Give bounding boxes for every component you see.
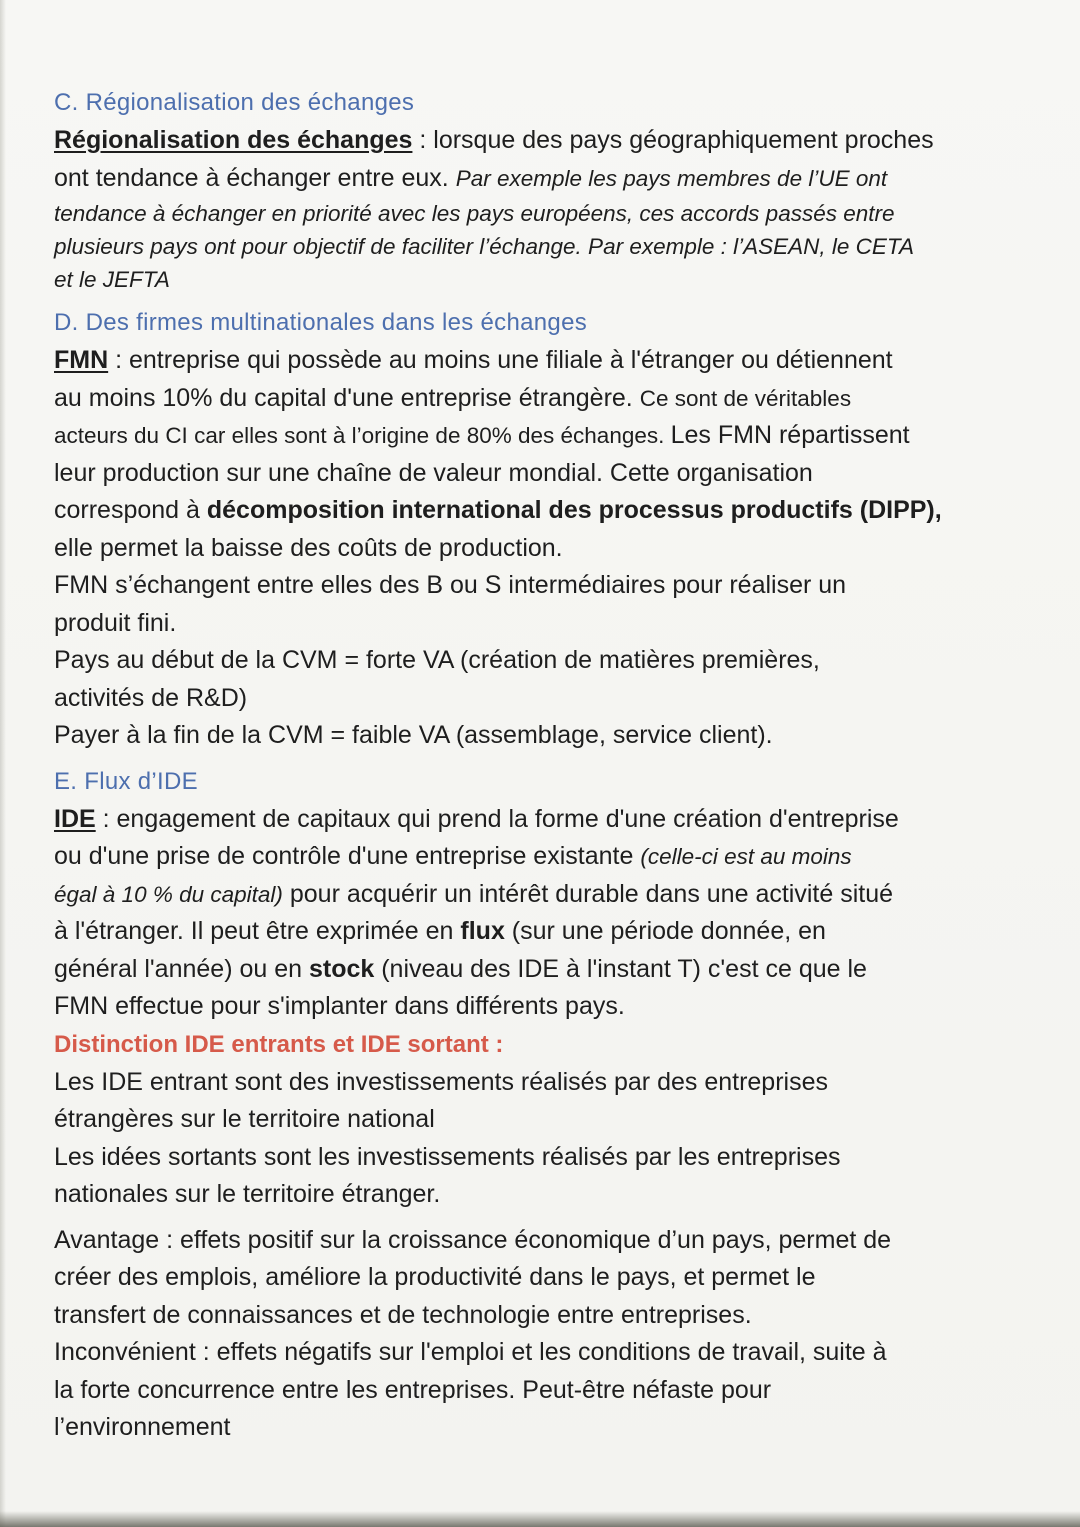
- section-d-text-e: correspond à: [54, 496, 207, 524]
- section-c-text: ont tendance à échanger entre eux.: [54, 163, 456, 192]
- section-e-line-4: [54, 913, 1014, 951]
- section-e-text-e: général l'année) ou en: [54, 954, 309, 983]
- section-e-line-1: [54, 801, 1014, 839]
- section-d-definition-start: : entreprise qui possède au moins une filiale à l'étranger ou détiennent: [108, 346, 893, 374]
- section-d-line-3: [54, 417, 1014, 455]
- section-c-line-5: et le JEFTA: [54, 267, 170, 292]
- section-e-term: IDE: [54, 804, 96, 833]
- section-e-line-3: [54, 876, 1014, 914]
- drawback-line-1: Inconvénient : effets négatifs sur l'emploi et les conditions de travail, suite à: [54, 1338, 887, 1366]
- section-d-line-6: elle permet la baisse des coûts de production.: [54, 533, 563, 562]
- section-d-line-8: produit fini.: [54, 608, 177, 637]
- section-c-example-start: Par exemple les pays membres de l’UE ont: [455, 165, 888, 191]
- section-c-line-1: [54, 122, 1014, 160]
- distinction-heading: Distinction IDE entrants et IDE sortant :: [54, 1030, 504, 1058]
- page-content: [54, 84, 1014, 1447]
- section-c-definition-start: : lorsque des pays géographiquement proches: [412, 126, 934, 154]
- section-e-line-6: FMN effectue pour s'implanter dans différents pays.: [54, 992, 625, 1020]
- section-d-text-a: au moins 10% du capital d'une entreprise étrangère.: [54, 383, 640, 412]
- page-left-edge: [0, 0, 6, 1527]
- section-d-text-d: Les FMN répartissent: [670, 421, 910, 449]
- section-e-definition-start: : engagement de capitaux qui prend la forme d'une création d'entreprise: [95, 804, 899, 833]
- section-d-text-b: Ce sont de véritables: [639, 385, 852, 411]
- distinction-line-4: nationales sur le territoire étranger.: [54, 1180, 441, 1208]
- section-e-stock: stock: [308, 954, 375, 983]
- section-d-line-7: FMN s’échangent entre elles des B ou S intermédiaires pour réaliser un: [54, 571, 847, 599]
- section-e-text-a: ou d'une prise de contrôle d'une entreprise existante: [54, 842, 641, 870]
- section-e-line-5: [54, 951, 1014, 989]
- section-c-heading: C. Régionalisation des échanges: [54, 89, 415, 116]
- distinction-line-1: Les IDE entrant sont des investissements réalisés par des entreprises: [54, 1067, 828, 1096]
- advantage-line-2: créer des emplois, améliore la productivité dans le pays, et permet le: [54, 1263, 816, 1291]
- section-e-italic-b: égal à 10 % du capital): [54, 881, 283, 907]
- section-d-line-9: Pays au début de la CVM = forte VA (création de matières premières,: [54, 646, 820, 674]
- section-c-line-4: plusieurs pays ont pour objectif de faciliter l’échange. Par exemple : l’ASEAN, le CETA: [54, 234, 914, 259]
- section-d-dipp: décomposition international des processus productifs (DIPP),: [206, 496, 942, 524]
- section-c-line-3: tendance à échanger en priorité avec les pays européens, ces accords passés entre: [54, 201, 895, 226]
- page-bottom-edge: [0, 1511, 1080, 1527]
- section-c-line-2: [54, 160, 1014, 198]
- section-d-line-2: [54, 380, 1014, 418]
- section-e-flux: flux: [460, 917, 505, 945]
- section-e-line-2: [54, 838, 1014, 876]
- distinction-line-2: étrangères sur le territoire national: [54, 1105, 435, 1133]
- section-d-term: FMN: [54, 346, 109, 374]
- section-d-heading: D. Des firmes multinationales dans les échanges: [54, 309, 588, 336]
- drawback-line-2: la forte concurrence entre les entreprises. Peut-être néfaste pour: [54, 1375, 772, 1404]
- advantage-line-1: Avantage : effets positif sur la croissance économique d’un pays, permet de: [54, 1225, 892, 1254]
- section-e-text-b: pour acquérir un intérêt durable dans une activité situé: [282, 879, 894, 908]
- section-e-text-f: (niveau des IDE à l'instant T) c'est ce que le: [374, 954, 867, 983]
- distinction-line-3: Les idées sortants sont les investissements réalisés par les entreprises: [54, 1142, 841, 1171]
- drawback-line-3: l’environnement: [54, 1413, 231, 1441]
- section-d-line-11: Payer à la fin de la CVM = faible VA (assemblage, service client).: [54, 721, 773, 749]
- section-c-term: Régionalisation des échanges: [54, 126, 413, 154]
- section-d-text-c: acteurs du CI car elles sont à l’origine de 80% des échanges.: [54, 423, 671, 448]
- section-d-line-1: [54, 342, 1014, 380]
- section-d-line-5: [54, 492, 1014, 530]
- advantage-line-3: transfert de connaissances et de technologie entre entreprises.: [54, 1300, 752, 1329]
- section-e-text-c: à l'étranger. Il peut être exprimée en: [54, 917, 461, 945]
- section-e-heading: E. Flux d’IDE: [54, 767, 198, 795]
- section-d-line-10: activités de R&D): [54, 683, 248, 712]
- section-d-line-4: leur production sur une chaîne de valeur mondial. Cette organisation: [54, 458, 813, 487]
- section-e-text-d: (sur une période donnée, en: [504, 917, 826, 945]
- section-e-italic-a: (celle-ci est au moins: [640, 844, 852, 869]
